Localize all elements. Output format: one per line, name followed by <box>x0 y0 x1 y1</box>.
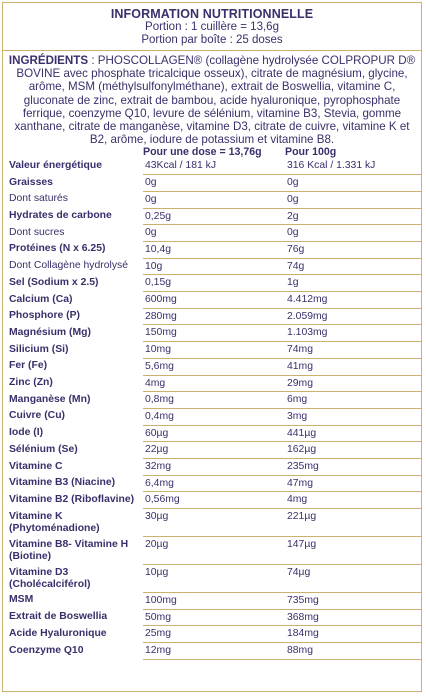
nutrient-name: Hydrates de carbone <box>9 210 112 222</box>
value-per-100g: 184mg <box>285 626 421 643</box>
table-row <box>3 459 421 476</box>
table-row <box>3 325 421 342</box>
value-per-dose: 0,8mg <box>143 392 285 409</box>
table-row <box>3 509 421 537</box>
value-per-100g: 29mg <box>285 375 421 392</box>
value-per-dose: 10g <box>143 258 285 275</box>
nutrient-name: Sel (Sodium x 2.5) <box>9 276 99 288</box>
nutrient-name: Valeur énergétique <box>9 160 102 172</box>
value-per-100g: 0g <box>285 175 421 192</box>
nutrition-header <box>3 3 421 51</box>
value-per-100g: 735mg <box>285 592 421 609</box>
table-row <box>3 425 421 442</box>
value-per-dose: 0,56mg <box>143 492 285 509</box>
table-row <box>3 537 421 565</box>
value-per-100g: 162µg <box>285 442 421 459</box>
nutrition-table <box>3 146 421 659</box>
ingredients-block <box>3 51 421 146</box>
table-header-row <box>3 146 421 158</box>
table-row <box>3 208 421 225</box>
value-per-100g: 1.103mg <box>285 325 421 342</box>
nutrient-name: Vitamine B2 (Riboflavine) <box>9 493 135 505</box>
value-per-100g: 4mg <box>285 492 421 509</box>
value-per-dose: 10,4g <box>143 241 285 258</box>
nutrient-name: Manganèse (Mn) <box>9 393 91 405</box>
panel-title: INFORMATION NUTRITIONNELLE <box>110 7 314 21</box>
table-row <box>3 308 421 325</box>
table-row <box>3 475 421 492</box>
value-per-100g: 41mg <box>285 358 421 375</box>
value-per-100g: 235mg <box>285 459 421 476</box>
nutrient-name: Dont Collagène hydrolysé <box>9 260 128 272</box>
value-per-100g: 221µg <box>285 509 421 537</box>
nutrient-name: Vitamine B8- Vitamine H (Biotine) <box>9 538 129 562</box>
nutrient-name: Sélénium (Se) <box>9 443 78 455</box>
value-per-100g: 147µg <box>285 537 421 565</box>
value-per-dose: 60µg <box>143 425 285 442</box>
col-header-100g: Pour 100g <box>285 146 337 159</box>
value-per-dose: 32mg <box>143 459 285 476</box>
table-row <box>3 442 421 459</box>
table-row <box>3 643 421 660</box>
nutrient-name: Magnésium (Mg) <box>9 326 91 338</box>
nutrient-name: Vitamine D3 (Cholécalciférol) <box>9 566 91 590</box>
value-per-dose: 22µg <box>143 442 285 459</box>
table-row <box>3 375 421 392</box>
value-per-100g: 4.412mg <box>285 292 421 309</box>
value-per-dose: 280mg <box>143 308 285 325</box>
per-box-text: Portion par boîte : 25 doses <box>141 34 283 46</box>
nutrient-name: Graisses <box>9 176 53 188</box>
value-per-100g: 2g <box>285 208 421 225</box>
nutrient-name: Acide Hyaluronique <box>9 627 107 639</box>
nutrient-name: MSM <box>9 594 34 606</box>
value-per-100g: 47mg <box>285 475 421 492</box>
nutrient-name: Vitamine C <box>9 460 63 472</box>
value-per-dose: 50mg <box>143 609 285 626</box>
value-per-dose: 600mg <box>143 292 285 309</box>
nutrient-name: Dont sucres <box>9 226 65 238</box>
portion-text: Portion : 1 cuillère = 13,6g <box>145 21 279 33</box>
value-per-dose: 0,4mg <box>143 408 285 425</box>
table-row <box>3 626 421 643</box>
table-row <box>3 241 421 258</box>
value-per-100g: 1g <box>285 275 421 292</box>
nutrient-name: Protéines (N x 6.25) <box>9 243 106 255</box>
value-per-100g: 74g <box>285 258 421 275</box>
nutrient-name: Zinc (Zn) <box>9 377 53 389</box>
value-per-dose: 10mg <box>143 342 285 359</box>
value-per-dose: 30µg <box>143 509 285 537</box>
table-row <box>3 408 421 425</box>
nutrient-name: Dont saturés <box>9 193 68 205</box>
nutrition-rows <box>3 158 421 659</box>
value-per-dose: 0g <box>143 225 285 242</box>
nutrient-name: Cuivre (Cu) <box>9 410 65 422</box>
value-per-dose: 0g <box>143 191 285 208</box>
nutrition-panel <box>2 2 422 692</box>
ingredients-label: INGRÉDIENTS <box>8 54 89 67</box>
value-per-100g: 74mg <box>285 342 421 359</box>
table-row <box>3 175 421 192</box>
ingredients-text: : PHOSCOLLAGEN® (collagène hydrolysée COLPROPUR D® BOVINE avec phosphate tricalcique osseux), citrate de magnésium, glycine, arôme, MSM (méthylsulfonylméthane), extrait de Boswellia, vitamine C, gluconate de zinc, extrait de bambou, acide hyaluronique, pyrophosphate ferrique, coenzyme Q10, levure de sélénium, vitamine B3, Stevia, gomme xanthane, citrate de manganèse, vitamine D3, citrate de cuivre, vitamine K et B2, arôme, iodure de potassium et vitamine B8. <box>14 54 416 147</box>
table-row <box>3 225 421 242</box>
value-per-100g: 6mg <box>285 392 421 409</box>
nutrient-name: Vitamine B3 (Niacine) <box>9 477 116 489</box>
value-per-100g: 441µg <box>285 425 421 442</box>
table-row <box>3 258 421 275</box>
nutrient-name: Silicium (Si) <box>9 343 69 355</box>
nutrient-name: Calcium (Ca) <box>9 293 73 305</box>
table-row <box>3 275 421 292</box>
value-per-100g: 3mg <box>285 408 421 425</box>
value-per-dose: 5,6mg <box>143 358 285 375</box>
value-per-dose: 43Kcal / 181 kJ <box>143 158 285 174</box>
value-per-dose: 0,25g <box>143 208 285 225</box>
table-row <box>3 342 421 359</box>
value-per-dose: 12mg <box>143 643 285 660</box>
value-per-100g: 2.059mg <box>285 308 421 325</box>
nutrient-name: Extrait de Boswellia <box>9 611 108 623</box>
value-per-dose: 25mg <box>143 626 285 643</box>
value-per-100g: 316 Kcal / 1.331 kJ <box>285 158 421 174</box>
nutrient-name: Coenzyme Q10 <box>9 644 84 656</box>
col-header-dose: Pour une dose = 13,76g <box>143 146 262 159</box>
nutrient-name: Vitamine K (Phytoménadione) <box>9 510 100 534</box>
value-per-dose: 4mg <box>143 375 285 392</box>
table-row <box>3 191 421 208</box>
value-per-dose: 100mg <box>143 592 285 609</box>
value-per-dose: 150mg <box>143 325 285 342</box>
table-row <box>3 358 421 375</box>
value-per-100g: 88mg <box>285 643 421 660</box>
value-per-100g: 76g <box>285 241 421 258</box>
table-row <box>3 592 421 609</box>
value-per-100g: 0g <box>285 225 421 242</box>
value-per-100g: 0g <box>285 191 421 208</box>
value-per-100g: 74µg <box>285 565 421 593</box>
table-row <box>3 158 421 174</box>
value-per-dose: 6,4mg <box>143 475 285 492</box>
table-row <box>3 492 421 509</box>
table-row <box>3 565 421 593</box>
table-row <box>3 609 421 626</box>
table-row <box>3 292 421 309</box>
nutrient-name: Iode (I) <box>9 427 44 439</box>
nutrient-name: Fer (Fe) <box>9 360 48 372</box>
value-per-dose: 10µg <box>143 565 285 593</box>
nutrient-name: Phosphore (P) <box>9 310 81 322</box>
table-row <box>3 392 421 409</box>
value-per-dose: 0g <box>143 175 285 192</box>
value-per-100g: 368mg <box>285 609 421 626</box>
value-per-dose: 20µg <box>143 537 285 565</box>
value-per-dose: 0,15g <box>143 275 285 292</box>
